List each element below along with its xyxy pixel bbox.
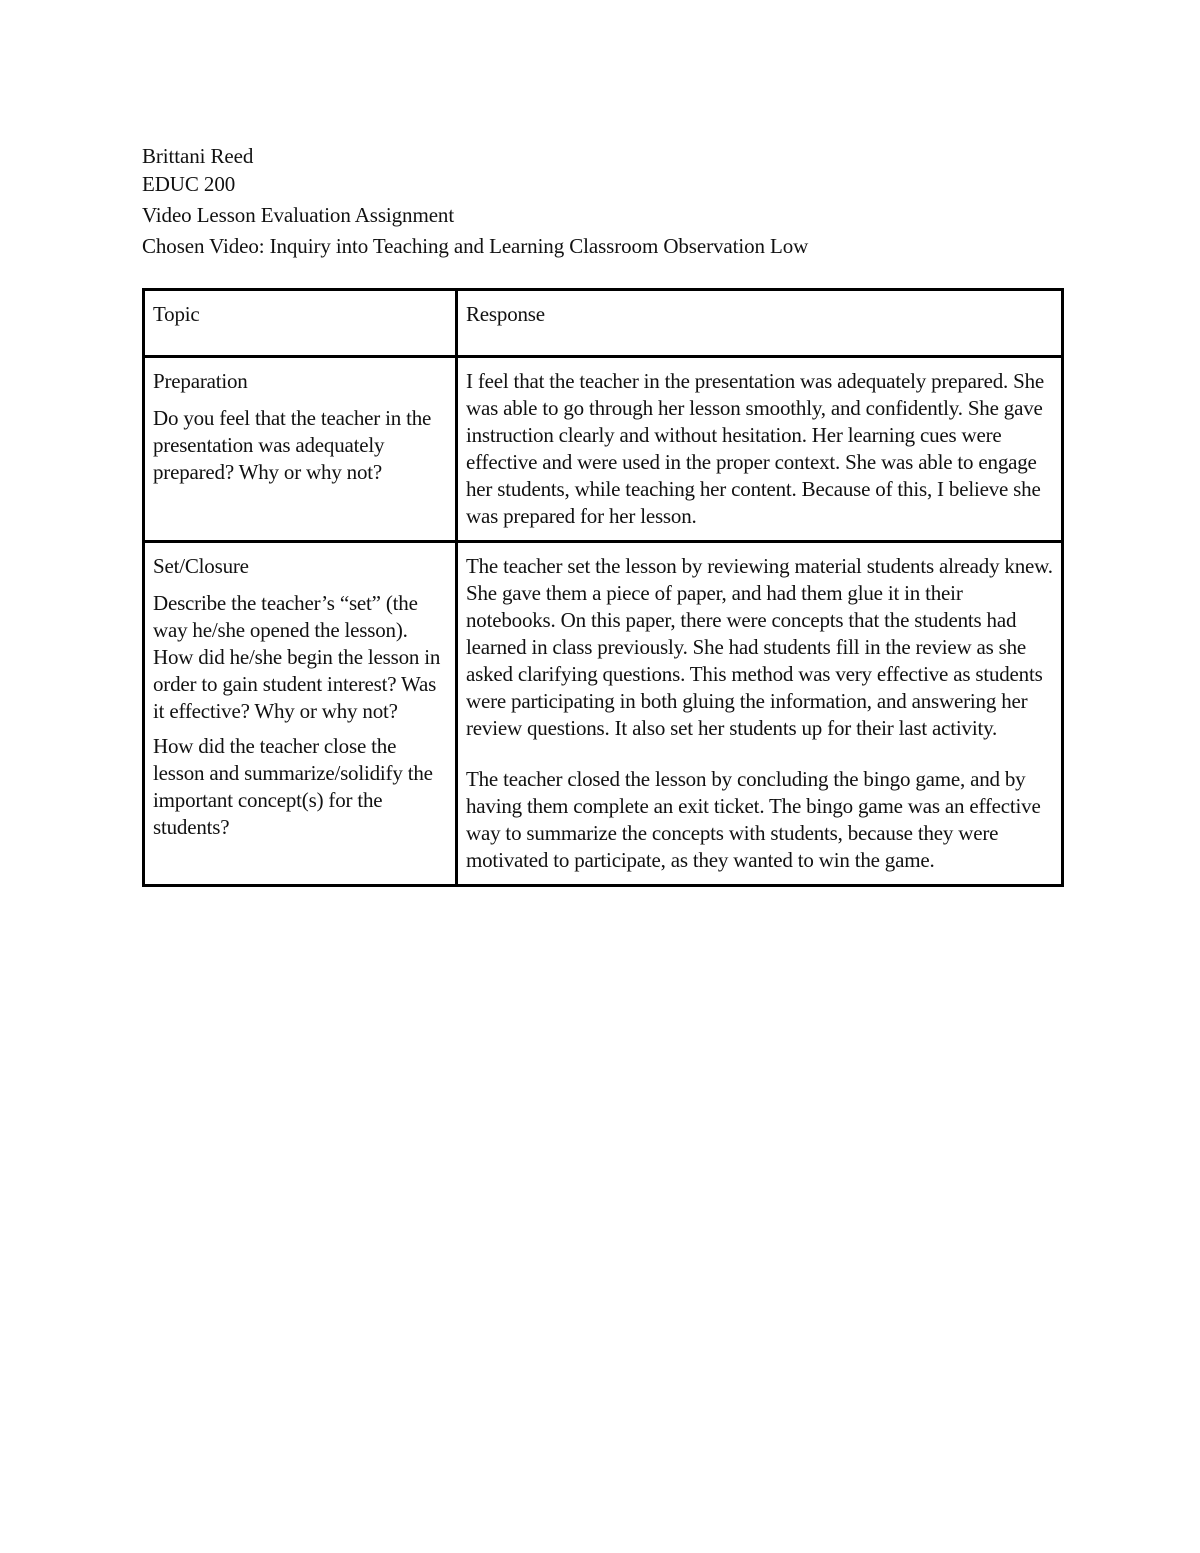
table-header-row — [144, 290, 1063, 357]
assignment-title: Video Lesson Evaluation Assignment — [142, 203, 455, 227]
document-header — [142, 144, 1062, 265]
chosen-video: Chosen Video: Inquiry into Teaching and Learning Classroom Observation Low — [142, 234, 809, 258]
column-header-topic: Topic — [144, 290, 457, 357]
evaluation-table — [142, 288, 1064, 887]
course-code: EDUC 200 — [142, 172, 236, 196]
topic-title: Set/Closure — [153, 554, 249, 578]
table-row — [144, 542, 1063, 886]
topic-title: Preparation — [153, 369, 248, 393]
response-cell — [457, 542, 1063, 886]
topic-question: Do you feel that the teacher in the presentation was adequately prepared? Why or why not? — [153, 406, 432, 484]
response-paragraph: I feel that the teacher in the presentation was adequately prepared. She was able to go through her lesson smoothly, and confidently. She gave instruction clearly and without hesitation. Her learning cues were effective and were used in the proper context. She was able to engage her students, while teaching her content. Because of this, I believe she was prepared for her lesson. — [466, 369, 1044, 528]
response-cell — [457, 357, 1063, 542]
topic-cell — [144, 542, 457, 886]
response-paragraph: The teacher set the lesson by reviewing material students already knew. She gave them a piece of paper, and had them glue it in their notebooks. On this paper, there were concepts that the students had learned in class previously. She had students fill in the review as she asked clarifying questions. This method was very effective as students were participating in both gluing the information, and answering her review questions. It also set her students up for their last activity. — [466, 554, 1053, 740]
response-paragraph: The teacher closed the lesson by concluding the bingo game, and by having them complete an exit ticket. The bingo game was an effective way to summarize the concepts with students, because they were motivated to participate, as they wanted to win the game. — [466, 767, 1041, 872]
student-name: Brittani Reed — [142, 144, 254, 168]
topic-cell — [144, 357, 457, 542]
table-row — [144, 357, 1063, 542]
topic-question: Describe the teacher’s “set” (the way he/she opened the lesson). How did he/she begin the lesson in order to gain student interest? Was it effective? Why or why not? — [153, 591, 441, 723]
column-header-response: Response — [457, 290, 1063, 357]
topic-question: How did the teacher close the lesson and summarize/solidify the important concept(s) for the students? — [153, 734, 433, 839]
